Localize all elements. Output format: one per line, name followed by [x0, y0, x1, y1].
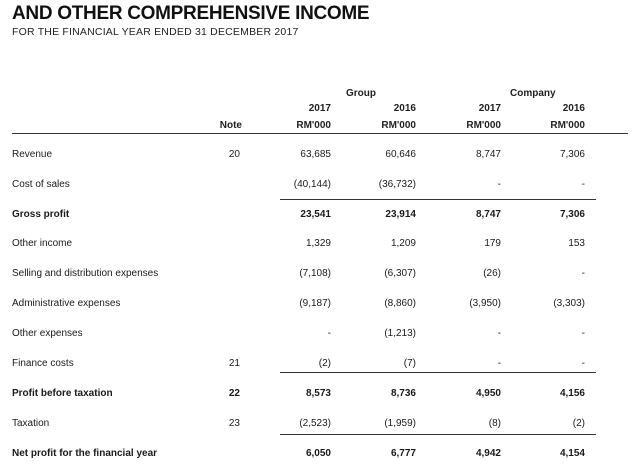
row-value: (8,860) — [384, 298, 416, 309]
row-value: 8,736 — [390, 388, 416, 399]
row-value: 8,573 — [305, 388, 331, 399]
row-value: 60,646 — [385, 149, 416, 160]
unit-group-2016: RM'000 — [381, 120, 416, 131]
year-2017-company: 2017 — [478, 103, 501, 114]
row-label: Administrative expenses — [12, 298, 121, 309]
row-value: 63,685 — [300, 149, 331, 160]
row-label: Finance costs — [12, 358, 74, 369]
row-value: - — [327, 328, 331, 339]
year-2016-group: 2016 — [393, 103, 416, 114]
row-value: (26) — [483, 268, 501, 279]
row-value: (1,959) — [384, 418, 416, 429]
row-value: (40,144) — [293, 179, 331, 190]
row-value: 23,541 — [300, 209, 331, 220]
row-value: - — [497, 328, 501, 339]
row-note: 21 — [228, 358, 240, 369]
group-header: Group — [346, 88, 376, 99]
row-value: (1,213) — [384, 328, 416, 339]
row-value: - — [581, 268, 585, 279]
row-value: (7,108) — [299, 268, 331, 279]
row-value: - — [497, 358, 501, 369]
year-2016-company: 2016 — [562, 103, 585, 114]
table-row — [0, 388, 640, 404]
row-value: 153 — [568, 238, 585, 249]
table-row — [0, 298, 640, 314]
row-value: 8,747 — [475, 209, 501, 220]
year-2017-group: 2017 — [308, 103, 331, 114]
row-value: (36,732) — [378, 179, 416, 190]
row-value: (7) — [403, 358, 416, 369]
row-label: Revenue — [12, 149, 53, 160]
row-value: (2) — [318, 358, 331, 369]
unit-company-2017: RM'000 — [466, 120, 501, 131]
row-value: 1,209 — [390, 238, 416, 249]
row-value: (2,523) — [299, 418, 331, 429]
row-label: Selling and distribution expenses — [12, 268, 159, 279]
table-row — [0, 149, 640, 165]
row-value: (2) — [572, 418, 585, 429]
unit-company-2016: RM'000 — [550, 120, 585, 131]
row-value: 4,156 — [559, 388, 585, 399]
row-value: 7,306 — [559, 209, 585, 220]
row-value: (9,187) — [299, 298, 331, 309]
row-value: - — [581, 179, 585, 190]
row-value: 1,329 — [305, 238, 331, 249]
subtotal-rule-gross — [280, 199, 596, 200]
row-label: Net profit for the financial year — [12, 448, 158, 459]
row-value: - — [581, 328, 585, 339]
row-value: (6,307) — [384, 268, 416, 279]
subtotal-rule-pbt — [280, 372, 596, 373]
row-value: (3,303) — [553, 298, 585, 309]
row-note: 22 — [228, 388, 240, 399]
row-note: 20 — [228, 149, 240, 160]
row-value: 4,942 — [475, 448, 501, 459]
table-row — [0, 209, 640, 225]
row-value: 7,306 — [559, 149, 585, 160]
table-row — [0, 268, 640, 284]
company-header: Company — [510, 88, 556, 99]
note-header: Note — [219, 120, 242, 131]
row-value: 179 — [484, 238, 501, 249]
row-value: 4,950 — [475, 388, 501, 399]
row-value: - — [581, 358, 585, 369]
row-value: (3,950) — [469, 298, 501, 309]
row-label: Profit before taxation — [12, 388, 113, 399]
unit-group-2017: RM'000 — [296, 120, 331, 131]
table-row — [0, 179, 640, 195]
row-label: Gross profit — [12, 209, 70, 220]
row-value: 6,777 — [390, 448, 416, 459]
subtotal-rule-net — [280, 434, 596, 435]
table-row — [0, 448, 640, 464]
table-row — [0, 238, 640, 254]
row-label: Taxation — [12, 418, 50, 429]
row-value: (8) — [488, 418, 501, 429]
statement-subtitle: FOR THE FINANCIAL YEAR ENDED 31 DECEMBER 2017 — [12, 26, 299, 38]
row-value: 23,914 — [385, 209, 416, 220]
statement-title: AND OTHER COMPREHENSIVE INCOME — [12, 3, 370, 24]
row-label: Other expenses — [12, 328, 83, 339]
row-value: 6,050 — [305, 448, 331, 459]
row-value: 4,154 — [559, 448, 585, 459]
row-value: 8,747 — [475, 149, 501, 160]
table-row — [0, 418, 640, 434]
header-rule — [12, 133, 628, 134]
row-value: - — [497, 179, 501, 190]
row-label: Cost of sales — [12, 179, 70, 190]
row-note: 23 — [228, 418, 240, 429]
table-row — [0, 328, 640, 344]
row-label: Other income — [12, 238, 73, 249]
